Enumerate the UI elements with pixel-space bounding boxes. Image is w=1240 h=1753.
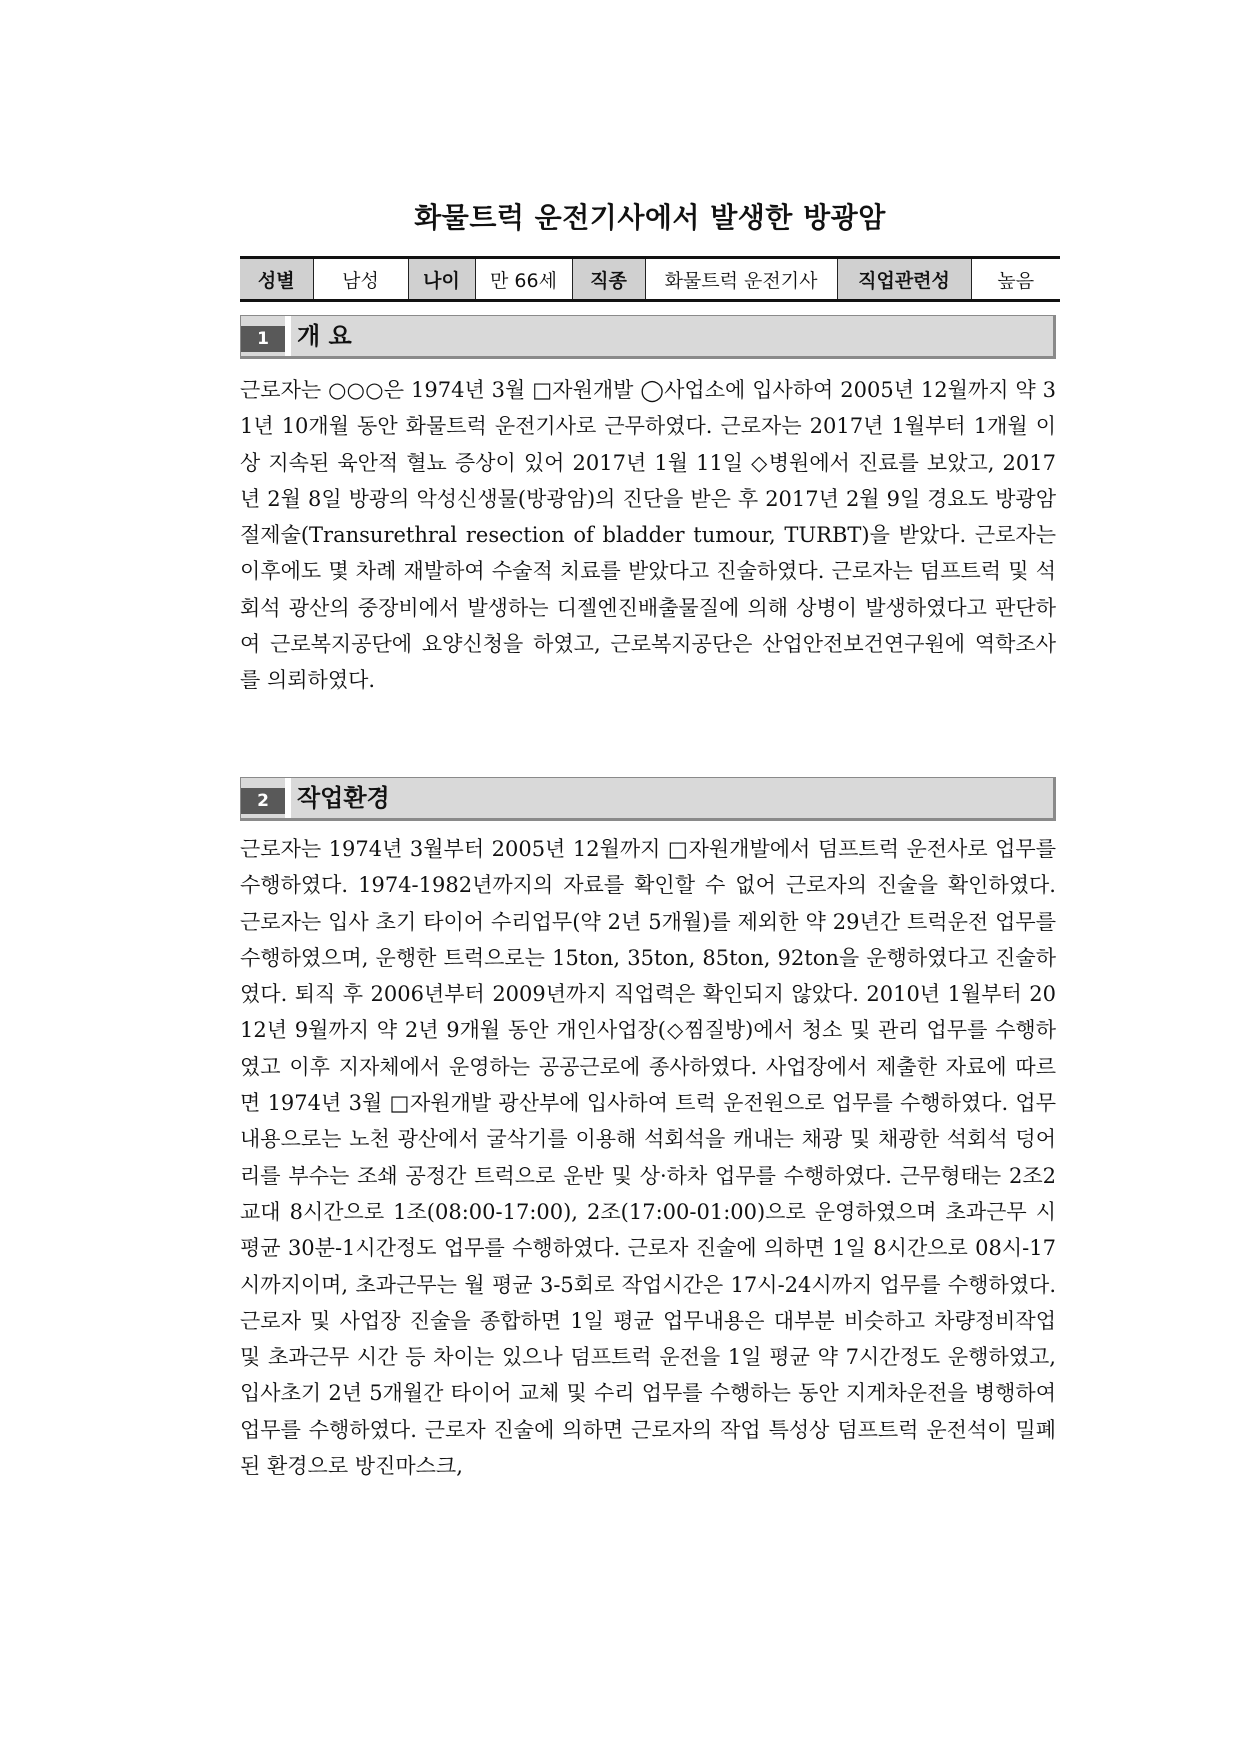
sex-value: 남성 [313, 258, 408, 301]
section-body-overview: 근로자는 ○○○은 1974년 3월 □자원개발 ◯사업소에 입사하여 2005년 12월까지 약 31년 10개월 동안 화물트럭 운전기사로 근무하였다. 근로자는 2017년 1월부터 1개월 이상 지속된 육안적 혈뇨 증상이 있어 2017년 1월 11일 ◇병원에서 진료를 보았고, 2017년 2월 8일 방광의 악성신생물(방광암)의 진단을 받은 후 2017년 2월 9일 경요도 방광암 절제술(Transurethral resection of bladder tumour, TURBT)을 받았다. 근로자는 이후에도 몇 차례 재발하여 수술적 치료를 받았다고 진술하였다. 근로자는 덤프트럭 및 석회석 광산의 중장비에서 발생하는 디젤엔진배출물질에 의해 상병이 발생하였다고 판단하여 근로복지공단에 요양신청을 하였고, 근로복지공단은 산업안전보건연구원에 역학조사를 의뢰하였다. [240, 378, 1056, 693]
summary-row [240, 258, 1060, 301]
job-value: 화물트럭 운전기사 [645, 258, 837, 301]
age-label: 나이 [408, 258, 475, 301]
section-divider [285, 316, 291, 356]
section-body-work-environment: 근로자는 1974년 3월부터 2005년 12월까지 □자원개발에서 덤프트럭 운전사로 업무를 수행하였다. 1974-1982년까지의 자료를 확인할 수 없어 근로자의 진술을 확인하였다. 근로자는 입사 초기 타이어 수리업무(약 2년 5개월)를 제외한 약 29년간 트럭운전 업무를 수행하였으며, 운행한 트럭으로는 15ton, 35ton, 85ton, 92ton을 운행하였다고 진술하였다. 퇴직 후 2006년부터 2009년까지 직업력은 확인되지 않았다. 2010년 1월부터 2012년 9월까지 약 2년 9개월 동안 개인사업장(◇찜질방)에서 청소 및 관리 업무를 수행하였고 이후 지자체에서 운영하는 공공근로에 종사하였다. 사업장에서 제출한 자료에 따르면 1974년 3월 □자원개발 광산부에 입사하여 트럭 운전원으로 업무를 수행하였다. 업무내용으로는 노천 광산에서 굴삭기를 이용해 석회석을 캐내는 채광 및 채광한 석회석 덩어리를 부수는 조쇄 공정간 트럭으로 운반 및 상·하차 업무를 수행하였다. 근무형태는 2조2교대 8시간으로 1조(08:00-17:00), 2조(17:00-01:00)으로 운영하였으며 초과근무 시 평균 30분-1시간정도 업무를 수행하였다. 근로자 진술에 의하면 1일 8시간으로 08시-17시까지이며, 초과근무는 월 평균 3-5회로 작업시간은 17시-24시까지 업무를 수행하였다. 근로자 및 사업장 진술을 종합하면 1일 평균 업무내용은 대부분 비슷하고 차량정비작업 및 초과근무 시간 등 차이는 있으나 덤프트럭 운전을 1일 평균 약 7시간정도 운행하였고, 입사초기 2년 5개월간 타이어 교체 및 수리 업무를 수행하는 동안 지게차운전을 병행하여 업무를 수행하였다. 근로자 진술에 의하면 근로자의 작업 특성상 덤프트럭 운전석이 밀폐된 환경으로 방진마스크, [240, 837, 1056, 1479]
section-title: 개 요 [297, 322, 352, 350]
relevance-value: 높음 [971, 258, 1060, 301]
section-title: 작업환경 [297, 784, 390, 812]
section-number: 1 [241, 326, 285, 352]
relevance-label: 직업관련성 [837, 258, 971, 301]
section-divider [285, 778, 291, 818]
section-header-overview [240, 315, 1056, 359]
age-value: 만 66세 [475, 258, 572, 301]
sex-label: 성별 [240, 258, 313, 301]
section-header-work-environment [240, 777, 1056, 821]
job-label: 직종 [572, 258, 645, 301]
section-number: 2 [241, 788, 285, 814]
summary-table [240, 256, 1060, 302]
page-title: 화물트럭 운전기사에서 발생한 방광암 [414, 201, 886, 234]
